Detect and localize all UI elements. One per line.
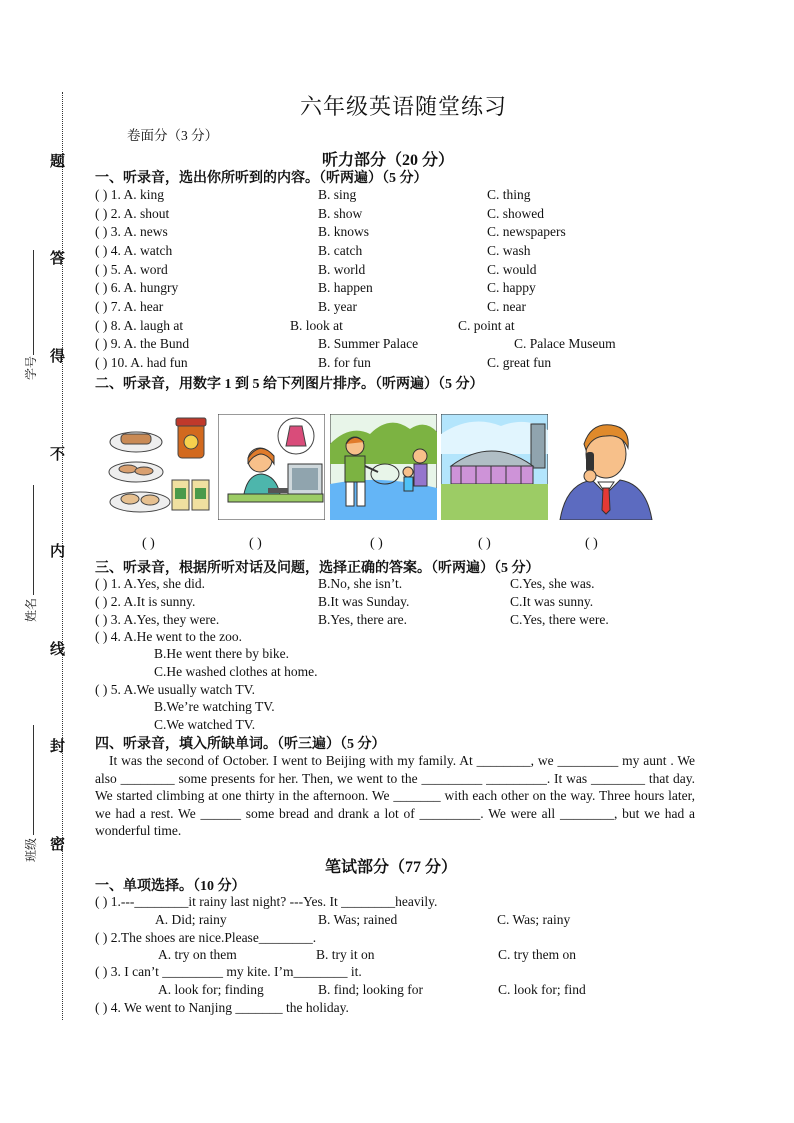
question-option-b: B. show [318,206,363,221]
question-option-a: A. Did; rainy [155,912,227,927]
order-blank-3[interactable]: ( ) [370,536,383,551]
class-label: 班级 [24,837,38,862]
margin-char: 封 [50,739,66,755]
question-option-a: ( ) 8. A. laugh at [95,318,184,333]
class-line [33,725,34,835]
question-option-c: C. showed [487,206,544,221]
question-option-c: C. newspapers [487,224,566,239]
mc-question-2: ( ) 2.The shoes are nice.Please________. [95,930,317,945]
section-2-title: 二、听录音，用数字 1 到 5 给下列图片排序。（听两遍）（5 分） [95,377,484,392]
question-option-b: B. world [318,262,366,277]
order-blank-5[interactable]: ( ) [585,536,598,551]
question-option-b: B.Yes, there are. [318,612,407,627]
question-option-c: C. point at [458,318,515,333]
question-option-a: ( ) 3. A.Yes, they were. [95,612,220,627]
question-option-b: B. Was; rained [318,912,398,927]
man-on-phone-picture [552,414,659,520]
question-option-a: ( ) 4. A.He went to the zoo. [95,629,242,644]
margin-char: 答 [50,251,66,267]
question-option-c: C.Yes, there were. [510,612,609,627]
section-3-title: 三、听录音，根据所听对话及问题，选择正确的答案。（听两遍）（5 分） [95,561,540,576]
question-option-b: B. look at [290,318,343,333]
question-option-c: C. Was; rainy [497,912,571,927]
question-option-c: C. look for; find [498,982,586,997]
mc-question-3: ( ) 3. I can’t _________ my kite. I’m________ it. [95,964,362,979]
question-option-b: B. sing [318,187,357,202]
question-option-b: B. catch [318,243,363,258]
written-heading: 笔试部分（77 分） [325,859,458,876]
question-option-b: B. try it on [316,947,375,962]
question-option-a: ( ) 10. A. had fun [95,355,188,370]
margin-char: 内 [50,544,66,560]
question-option-a: ( ) 5. A. word [95,262,168,277]
section-4-title: 四、听录音，填入所缺单词。（听三遍）（5 分） [95,737,386,752]
student-number-label: 学号 [24,355,38,380]
mc-question-1: ( ) 1.---________it rainy last night? ---Yes. It ________heavily. [95,894,438,909]
question-option-c: C.It was sunny. [510,594,594,609]
listening-heading: 听力部分（20 分） [322,152,455,169]
mc-question-4: ( ) 4. We went to Nanjing _______ the holiday. [95,1000,349,1015]
question-option-a: ( ) 1. A. king [95,187,164,202]
question-option-a: ( ) 7. A. hear [95,299,164,314]
question-option-c: C. wash [487,243,531,258]
question-option-b: B. year [318,299,357,314]
order-blank-4[interactable]: ( ) [478,536,491,551]
question-option-a: ( ) 4. A. watch [95,243,173,258]
stadium-picture [441,414,548,520]
question-option-c: C. would [487,262,537,277]
question-option-a: A. look for; finding [158,982,264,997]
question-option-c: C. great fun [487,355,552,370]
question-option-a: ( ) 2. A. shout [95,206,170,221]
question-option-c: C. happy [487,280,536,295]
margin-char: 线 [50,642,66,658]
question-option-a: ( ) 3. A. news [95,224,168,239]
name-line [33,485,34,595]
question-option-b: B. find; looking for [318,982,423,997]
student-number-line [33,250,34,355]
written-section-1-title: 一、单项选择。（10 分） [95,879,246,894]
question-option-c: C.Yes, she was. [510,576,595,591]
question-option-b: B. happen [318,280,373,295]
cloze-passage: It was the second of October. I went to Beijing with my family. At ________, we _________ my aunt . We also ________ some presents for her. Then, we went to the _________ _________. It was ________ that day. We started climbing at one thirty in the afternoon. We _______ with each other on the way. Three hours later, we had a rest. We ______ some bread and drank a lot of _________. We were all ________, but we had a wonderful time. [95,753,695,839]
question-option-a: ( ) 5. A.We usually watch TV. [95,682,256,697]
question-option-c: C. Palace Museum [514,336,616,351]
question-option-a: ( ) 9. A. the Bund [95,336,190,351]
question-option-b: B. knows [318,224,370,239]
question-option-b: B.He went there by bike. [154,646,289,661]
question-option-a: ( ) 1. A.Yes, she did. [95,576,206,591]
question-option-b: B.We’re watching TV. [154,699,275,714]
question-option-b: B. Summer Palace [318,336,419,351]
page-title: 六年级英语随堂练习 [300,94,508,119]
question-option-c: C. near [487,299,526,314]
question-option-c: C.He washed clothes at home. [154,664,318,679]
question-option-b: B.No, she isn’t. [318,576,403,591]
margin-char: 得 [50,349,66,365]
neatness-score: 卷面分（3 分） [127,128,219,143]
margin-char: 不 [50,447,66,463]
question-option-a: A. try on them [158,947,237,962]
order-blank-2[interactable]: ( ) [249,536,262,551]
name-label: 姓名 [24,597,38,622]
question-option-c: C.We watched TV. [154,717,256,732]
question-option-c: C. thing [487,187,531,202]
question-option-a: ( ) 2. A.It is sunny. [95,594,196,609]
food-and-drinks-picture [106,414,213,520]
family-fishing-picture [330,414,437,520]
question-option-c: C. try them on [498,947,576,962]
margin-char: 题 [50,154,66,170]
girl-shopping-online-picture [218,414,325,520]
question-option-b: B.It was Sunday. [318,594,410,609]
margin-char: 密 [50,837,66,853]
order-blank-1[interactable]: ( ) [142,536,155,551]
question-option-b: B. for fun [318,355,371,370]
section-1-title: 一、听录音，选出你所听到的内容。（听两遍）（5 分） [95,171,428,186]
question-option-a: ( ) 6. A. hungry [95,280,179,295]
